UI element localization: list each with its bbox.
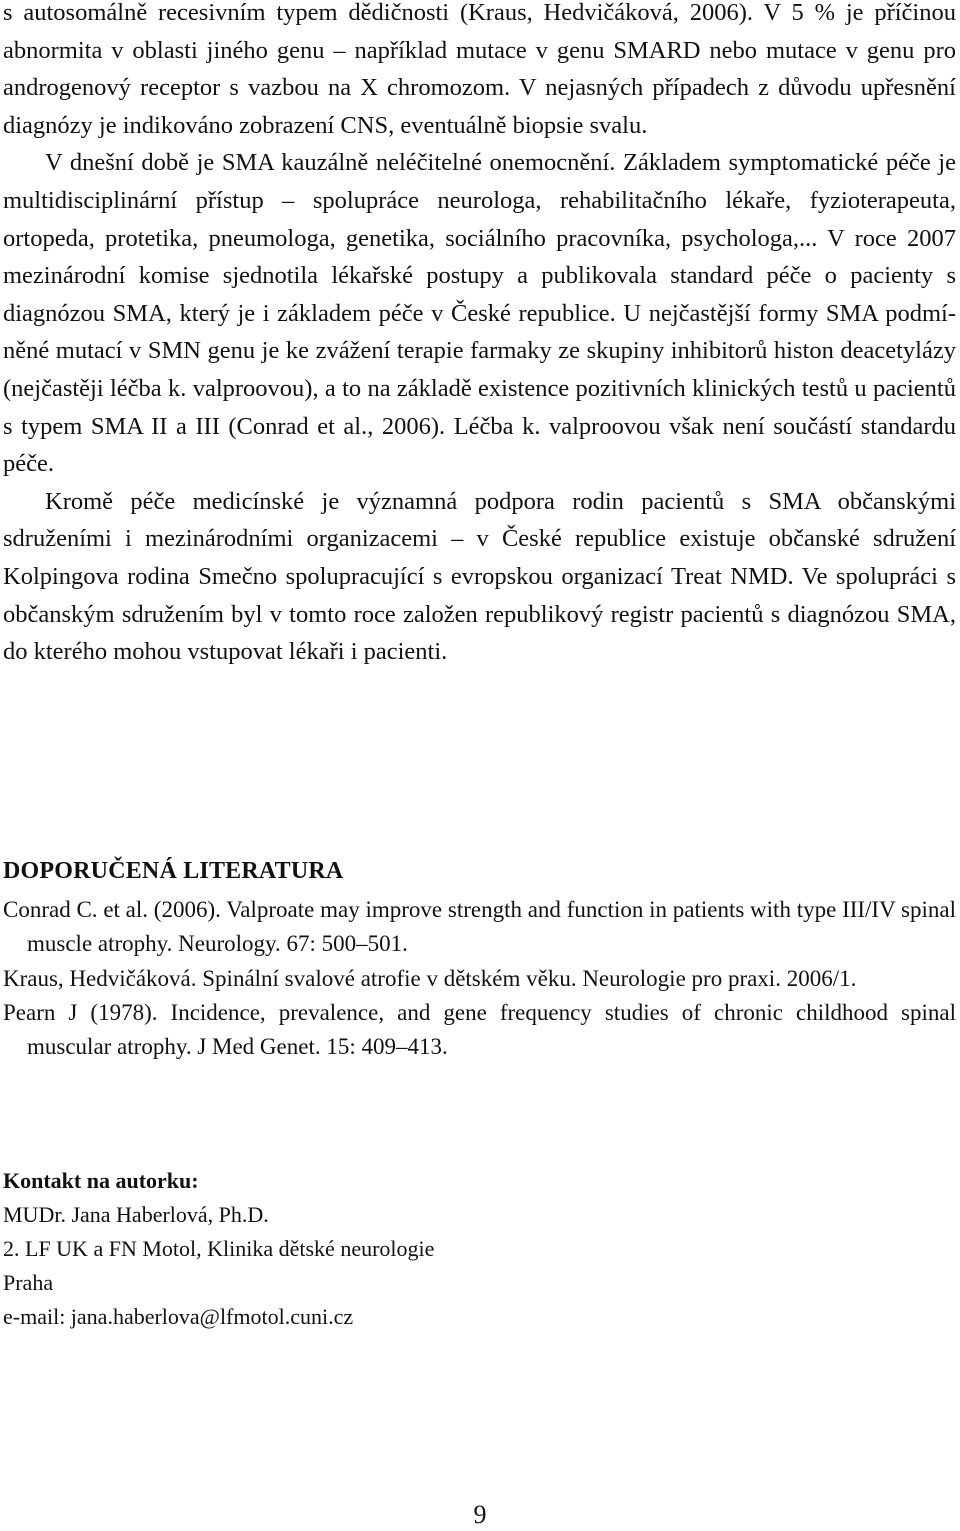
literature-heading: DOPORUČENÁ LITERATURA [3, 858, 344, 884]
contact-email: e-mail: jana.haberlova@lfmotol.cuni.cz [3, 1304, 354, 1329]
contact-affiliation: 2. LF UK a FN Motol, Klinika dětské neurologie [3, 1236, 435, 1261]
contact-name: MUDr. Jana Haberlová, Ph.D. [3, 1202, 269, 1227]
reference-item: Kraus, Hedvičáková. Spinální svalové atrofie v dětském věku. Neurologie pro praxi. 2006/1. [3, 965, 857, 991]
literature-list [3, 893, 956, 1064]
body-text [3, 0, 956, 671]
reference-item: Pearn J (1978). Incidence, prevalence, and gene frequency studies of chronic childhood spinal muscular atrophy. J Med Genet. 15: 409–413. [3, 999, 956, 1060]
paragraph-diagnosis: s autosomálně recesivním typem dědičnosti (Kraus, Hedvičáková, 2006). V 5 % je příčinou abnormita v oblasti jiného genu – například mutace v genu SMARD nebo mutace v genu pro androgenový receptor s vazbou na X chromozom. V nejasných případech z důvodu upřesnění diagnózy je indikováno zobrazení CNS, eventuálně biopsie svalu. [3, 0, 956, 139]
reference-item: Conrad C. et al. (2006). Valproate may improve strength and function in patients with type III/IV spinal muscle atrophy. Neurology. 67: 500–501. [3, 897, 956, 957]
paragraph-treatment: V dnešní době je SMA kauzálně neléčitelné onemocnění. Základem symptomatické péče je multidisciplinární přístup – spolupráce neurologa, rehabilitačního lékaře, fyzioterapeuta, ortopeda, protetika, pneumologa, genetika, sociálního pracovníka, psychologa,... V roce 2007 mezinárodní komise sjednotila lékařské postupy a publikovala standard péče o pacienty s diagnózou SMA, který je i základem péče v České republice. U nejčastější formy SMA podmíněné mutací v SMN genu je ke zvážení terapie farmaky ze skupiny inhibitorů histon deacetylázy (nejčastěji léčba k. valproovou), a to na základě existence pozitivních klinických testů u pacientů s typem SMA II a III (Conrad et al., 2006). Léčba k. valproovou však není součástí standardu péče. [3, 149, 956, 478]
contact-city: Praha [3, 1270, 54, 1295]
paragraph-support: Kromě péče medicínské je významná podpora rodin pacientů s SMA občanskými sdruženími i mezinárodními organizacemi – v České republice existuje občanské sdružení Kolpingova rodina Smečno spolupracující s evropskou organizací Treat NMD. Ve spolupráci s občanským sdružením byl v tomto roce založen republikový registr pacientů s diagnózou SMA, do kterého mohou vstupovat lékaři i pacienti. [3, 487, 956, 666]
page-number: 9 [473, 1500, 487, 1529]
contact-title: Kontakt na autorku: [3, 1168, 199, 1193]
author-contact [3, 1164, 703, 1334]
